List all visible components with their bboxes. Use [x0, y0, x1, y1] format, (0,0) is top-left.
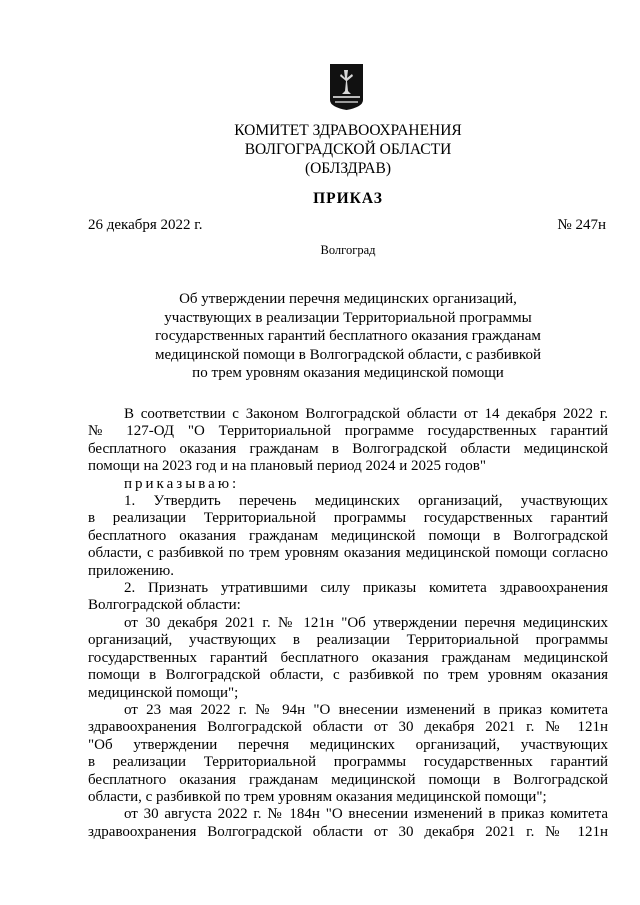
body-line: бесплатного оказания гражданам медицинской помощи в Волгоградской	[88, 771, 608, 788]
body-line: приложению.	[88, 562, 175, 579]
document-date: 26 декабря 2022 г.	[88, 217, 203, 233]
body-line: от 30 декабря 2021 г. № 121н "Об утверждении перечня медицинских	[124, 614, 608, 631]
body-line: в реализации Территориальной программы государственных гарантий	[88, 510, 608, 527]
coat-of-arms-icon	[330, 64, 363, 110]
body-line: Волгоградской области:	[88, 597, 241, 614]
body-line: государственных гарантий бесплатного оказания гражданам медицинской	[88, 649, 608, 666]
body-line: 2. Признать утратившими силу приказы комитета здравоохранения	[124, 580, 608, 597]
body-line: области, с разбивкой по трем уровням оказания медицинской помощи согласно	[88, 545, 608, 562]
org-line: (ОБЛЗДРАВ)	[304, 160, 392, 177]
body-line: медицинской помощи";	[88, 684, 239, 701]
document-subject	[130, 290, 566, 383]
body-line: здравоохранения Волгоградской области от 30 декабря 2021 г. № 121н	[88, 719, 608, 736]
body-line: В соответствии с Законом Волгоградской области от 14 декабря 2022 г.	[124, 406, 608, 422]
org-line: КОМИТЕТ ЗДРАВООХРАНЕНИЯ	[234, 122, 462, 139]
document-type: ПРИКАЗ	[313, 190, 383, 207]
body-line: бесплатного оказания гражданам медицинской помощи в Волгоградской	[88, 527, 608, 544]
organization-name	[200, 121, 496, 178]
body-line: бесплатного оказания гражданам в Волгоградской области медицинской	[88, 440, 608, 457]
body-line: организаций, участвующих в реализации Территориальной программы	[88, 632, 608, 649]
subject-line: государственных гарантий бесплатного оказания гражданам	[155, 328, 541, 345]
document-body	[88, 406, 608, 841]
body-line: области, с разбивкой по трем уровням оказания медицинской помощи";	[88, 788, 547, 805]
body-line: "Об утверждении перечня медицинских организаций, участвующих	[88, 736, 608, 753]
subject-line: по трем уровням оказания медицинской помощи	[192, 365, 504, 382]
document-number: № 247н	[557, 217, 606, 233]
document-city: Волгоград	[320, 243, 376, 257]
body-line: в реализации Территориальной программы государственных гарантий	[88, 754, 608, 771]
subject-line: Об утверждении перечня медицинских организаций,	[179, 291, 517, 307]
org-line: ВОЛГОГРАДСКОЙ ОБЛАСТИ	[244, 141, 452, 158]
body-line: приказываю:	[124, 475, 240, 492]
body-line: № 127-ОД "О Территориальной программе государственных гарантий	[88, 423, 608, 440]
body-line: от 23 мая 2022 г. № 94н "О внесении изменений в приказ комитета	[124, 701, 608, 718]
subject-line: участвующих в реализации Территориальной программы	[164, 309, 532, 326]
body-line: от 30 августа 2022 г. № 184н "О внесении изменений в приказ комитета	[124, 806, 608, 823]
body-line: помощи в Волгоградской области, с разбивкой по трем уровням оказания	[88, 667, 608, 684]
body-line: здравоохранения Волгоградской области от 30 декабря 2021 г. № 121н	[88, 823, 608, 840]
body-line: помощи на 2023 год и на плановый период 2024 и 2025 годов"	[88, 458, 486, 475]
body-line: 1. Утвердить перечень медицинских организаций, участвующих	[124, 493, 608, 510]
subject-line: медицинской помощи в Волгоградской области, с разбивкой	[155, 346, 541, 363]
